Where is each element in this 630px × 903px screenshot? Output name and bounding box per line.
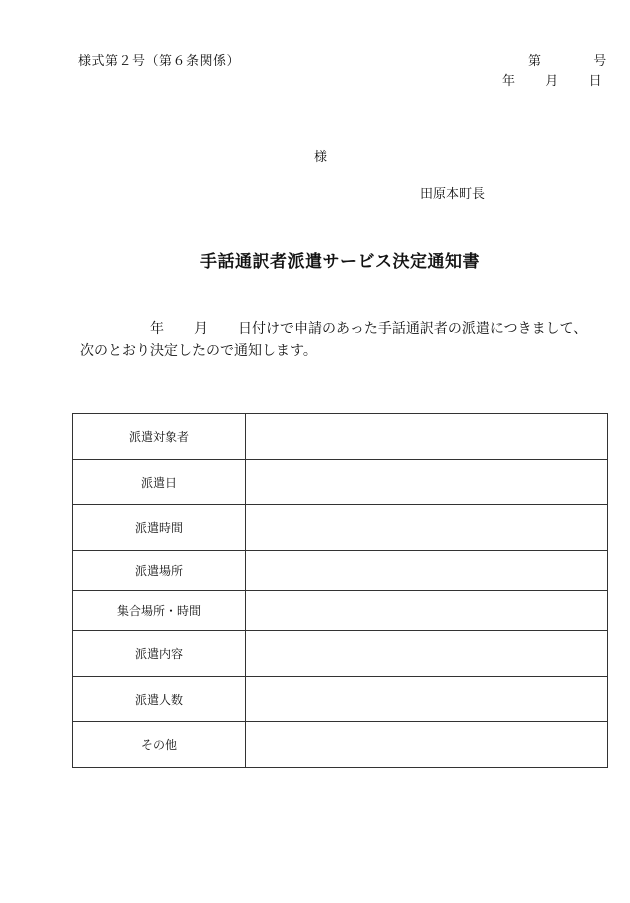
- issuer-name: 田原本町長: [420, 187, 486, 202]
- addressee-honorific: 様: [314, 150, 328, 165]
- issue-date: [502, 70, 602, 89]
- form-number: 様式第２号（第６条関係）: [78, 54, 241, 69]
- row-value: [246, 414, 608, 460]
- body-line1: 日付けで申請のあった手話通訳者の派遣につきまして、: [238, 321, 588, 337]
- row-label: 派遣人数: [73, 677, 246, 722]
- row-value: [246, 722, 608, 768]
- date-month: 月: [545, 74, 559, 89]
- row-value: [246, 505, 608, 551]
- row-label: 派遣日: [73, 460, 246, 505]
- table-row: [73, 460, 608, 505]
- row-value: [246, 631, 608, 677]
- number-suffix: 号: [593, 54, 607, 69]
- body-month: 月: [194, 321, 208, 337]
- table-row: [73, 551, 608, 591]
- row-label: その他: [73, 722, 246, 768]
- row-value: [246, 460, 608, 505]
- row-label: 派遣時間: [73, 505, 246, 551]
- table-row: [73, 505, 608, 551]
- body-year: 年: [150, 321, 164, 337]
- row-label: 派遣対象者: [73, 414, 246, 460]
- row-value: [246, 591, 608, 631]
- table-row: [73, 414, 608, 460]
- table-row: [73, 722, 608, 768]
- row-value: [246, 551, 608, 591]
- row-value: [246, 677, 608, 722]
- document-number: [528, 50, 606, 69]
- table-row: [73, 631, 608, 677]
- notice-body: [80, 318, 610, 362]
- date-day: 日: [588, 74, 602, 89]
- dispatch-details-table: [72, 413, 608, 768]
- row-label: 集合場所・時間: [73, 591, 246, 631]
- table-row: [73, 677, 608, 722]
- document-title: 手話通訳者派遣サービス決定通知書: [200, 252, 480, 272]
- row-label: 派遣内容: [73, 631, 246, 677]
- number-prefix: 第: [528, 54, 542, 69]
- date-year: 年: [502, 74, 516, 89]
- body-line2: 次のとおり決定したので通知します。: [80, 343, 317, 359]
- table-row: [73, 591, 608, 631]
- row-label: 派遣場所: [73, 551, 246, 591]
